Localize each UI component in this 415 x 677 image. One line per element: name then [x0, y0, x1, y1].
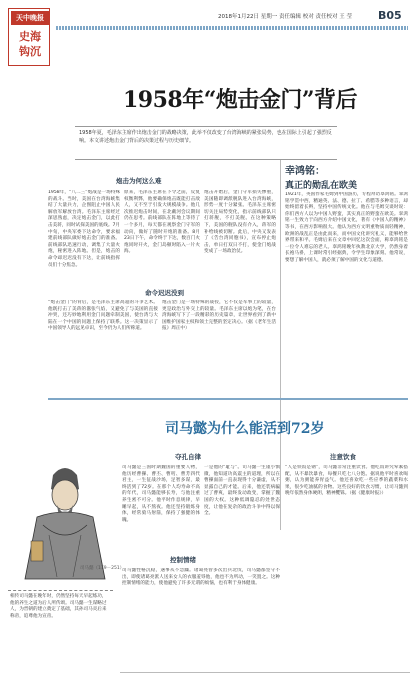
right-story: [285, 162, 410, 191]
footer-rule: [120, 672, 410, 673]
body-col-4: “炮击金门”的背后，是毛泽东主席高超的斗争艺术。他既打击了美蒋的嚣张气焰，又避免了与美国的直接冲突，还巧妙地利用金门问题牵制美国，使台湾与大陆在一个中国的问题上保持了联系。这一决策显示了中国领导人的远见卓识，至今仍为人们所称道。: [48, 300, 158, 332]
right-story-subhead: 真正的勋乱在欧美: [285, 181, 358, 191]
brand-box: [8, 8, 50, 66]
second-story-body-b: 司马懿性格沉稳，遇事从不急躁。诸葛亮曾多次出兵北伐，司马懿都坚守不出，即使诸葛亮派人送来女人的衣服羞辱他，他也不为所动，一笑置之。这种控制情绪的能力，使他避免了许多无谓的烦恼，也有利于身体健康。: [122, 568, 280, 587]
column-divider: [280, 160, 281, 530]
second-story-body-c: 一是他的“耻与”。司马懿一生谨小慎微，他知道功高震主的道理，所以在曹操面前一直表现得十分谦虚，从不显露自己的才能。后来，他还装病骗过了曹爽，最终发动政变，掌握了魏国的大权。这种低调隐忍的处世态度，让他在复杂的政治斗争中得以保全。: [204, 465, 280, 517]
second-story-head-2: 控制情绪: [170, 556, 196, 564]
lead-paragraph: 1958年夏，毛泽东主席作出炮击金门的战略决策，此举不仅改变了台湾海峡的紧张局势，也在国际上引起了强烈反响。本文讲述炮击金门背后的决策过程与历史细节。: [75, 126, 337, 160]
body-col-1: 1958年，“八二三”炮战是一场特殊的战斗。当时，美国在台湾海峡集结了大量兵力，企图阻止中国人民解放军解放台湾。毛泽东主席经过深思熟虑，决定炮击金门，以此打击美蒋，同时试探美国的底线。7月中旬，中央军委下达命令，要求福建前线部队做好炮击金门的准备。前线部队迅速行动，调集了大量火炮，秘密进入阵地。但是，炮击的命令却迟迟没有下达，让前线指挥员们十分焦急。: [48, 190, 120, 268]
masthead: [8, 8, 408, 66]
second-story-body-d: “人是铁饭是钢”，司马懿非常注重饮食。他吃饭讲究荤素搭配，从不暴饮暴食，每餐只吃七八分饱。据说他平时喜欢喝粥，认为粥能养胃益气。他还喜欢吃一些应季的蔬菜和水果，很少吃油腻的食物。这些良好的饮食习惯，让司马懿到晚年依然身体硬朗，精神矍铄。（据《健康时报》）: [285, 465, 408, 497]
section-head-2: 命令迟迟没到: [145, 289, 184, 297]
second-story-head-3: 注意饮食: [330, 453, 356, 461]
right-story-kicker: 幸鸿铭：: [285, 166, 325, 177]
portrait-caption: 司马懿（179－251）: [80, 566, 125, 571]
column-name: [11, 29, 49, 59]
column-name-line-1: 史海: [19, 30, 41, 43]
second-headline: 司马懿为什么能活到72岁: [165, 421, 325, 437]
body-col-3: 炮击开始后，金门守军损失惨重，美国随即调派舰队进入台湾海峡，形势一度十分紧张。毛泽东主席密切关注局势变化，指示前线部队只打蒋舰，不打美舰。在这种策略下，美国的舰队没有介入，蒋军的补给线被切断。此后，中央又发表了《告台湾同胞书》，宣布停止炮击，单日打双日不打，使金门炮战变成了一场政治仗。: [204, 190, 276, 255]
body-col-5: 炮击金门是一场特殊的战役，它不仅是军事上的较量，更是政治与外交上的较量。毛泽东主席以炮为笔，在台湾海峡写下了一段精彩的历史篇章，让世界看到了新中国维护国家主权和领土完整的坚定决心。（据《老年生活报》周正中）: [162, 300, 276, 332]
main-headline: 1958年“炮击金门”背后: [122, 87, 358, 113]
brand-logo: 天中晚报: [11, 11, 49, 25]
dateline: 2018年1月22日 星期一 责任编辑 校对 责任校对 王 莹: [218, 14, 352, 20]
second-story-head-1: 夺孔自律: [175, 453, 201, 461]
sidebar-box: 相传司马懿在晚年时，仍然坚持每天早起练功，他的养生之道为后人所传颂。司马懿一生谋略过人，为晋朝的建立奠定了基础，其孙司马炎后来称帝，追尊他为宣帝。: [8, 590, 113, 672]
page-number: B05: [378, 9, 402, 22]
second-story-body-a: 司马懿是三国时期魏国的重要人物，他历经曹操、曹丕、曹叨、曹芳四代君主，一生征战沙场，足智多谋，最终活到了72岁。在那个人均寿命不高的年代，司马懿能够长寿，与他注重养生密不可分。他平时作息规律，早睡早起，从不熬夜。他还坚持锻炼身体，经常骑马射箭，保持了强健的体魄。: [122, 465, 200, 523]
body-col-2: 原来，毛泽东主席在下令之前，反复权衡利弊，他要确保炮击既能打击敌人，又不至于引发大规模战争。他几次推迟炮击时间，在北戴河会议期间仍在思考。前线部队在阵地上等待了一个多月，每天都在观察金门守军的动向，做好了随时开炮的准备。8月23日下午，命令终于下达，数百门火炮同时开火，金门岛顿时陷入一片火海。: [124, 190, 200, 255]
column-name-line-2: 钩沉: [19, 45, 41, 58]
right-story-body: 1921年，英国作家毛姆到中国游历，专程拜访辜鸿铭。辜鸿铭学贯中西，精通英、法、德、拉丁、希腊等多种语言，却始终留着长辫，坚持中国传统文化。他在与毛姆交谈时说：你们西方人以为中国人野蛮，其实真正的野蛮在欧美。辜鸿铭一生致力于向西方介绍中国文化，著有《中国人的精神》等书，在西方影响很大。他认为西方文明重物质而轻精神，欧洲的战乱正是由此而来，而中国文化讲究礼义，能够给世界带来和平。毛姆后来在文章中回忆这次会面，称辜鸿铭是一位令人难忘的老人。辜鸿铭晚年执教北京大学，仍然身着长袍马褂，上课时常引经据典，令学生印象深刻。他常说，要想了解中国人，就必须了解中国的文化与道德。: [285, 192, 408, 263]
sima-yi-portrait-image: [13, 455, 118, 583]
masthead-rule: [56, 26, 408, 30]
section-head-1: 炮击为何这么难: [116, 177, 162, 185]
